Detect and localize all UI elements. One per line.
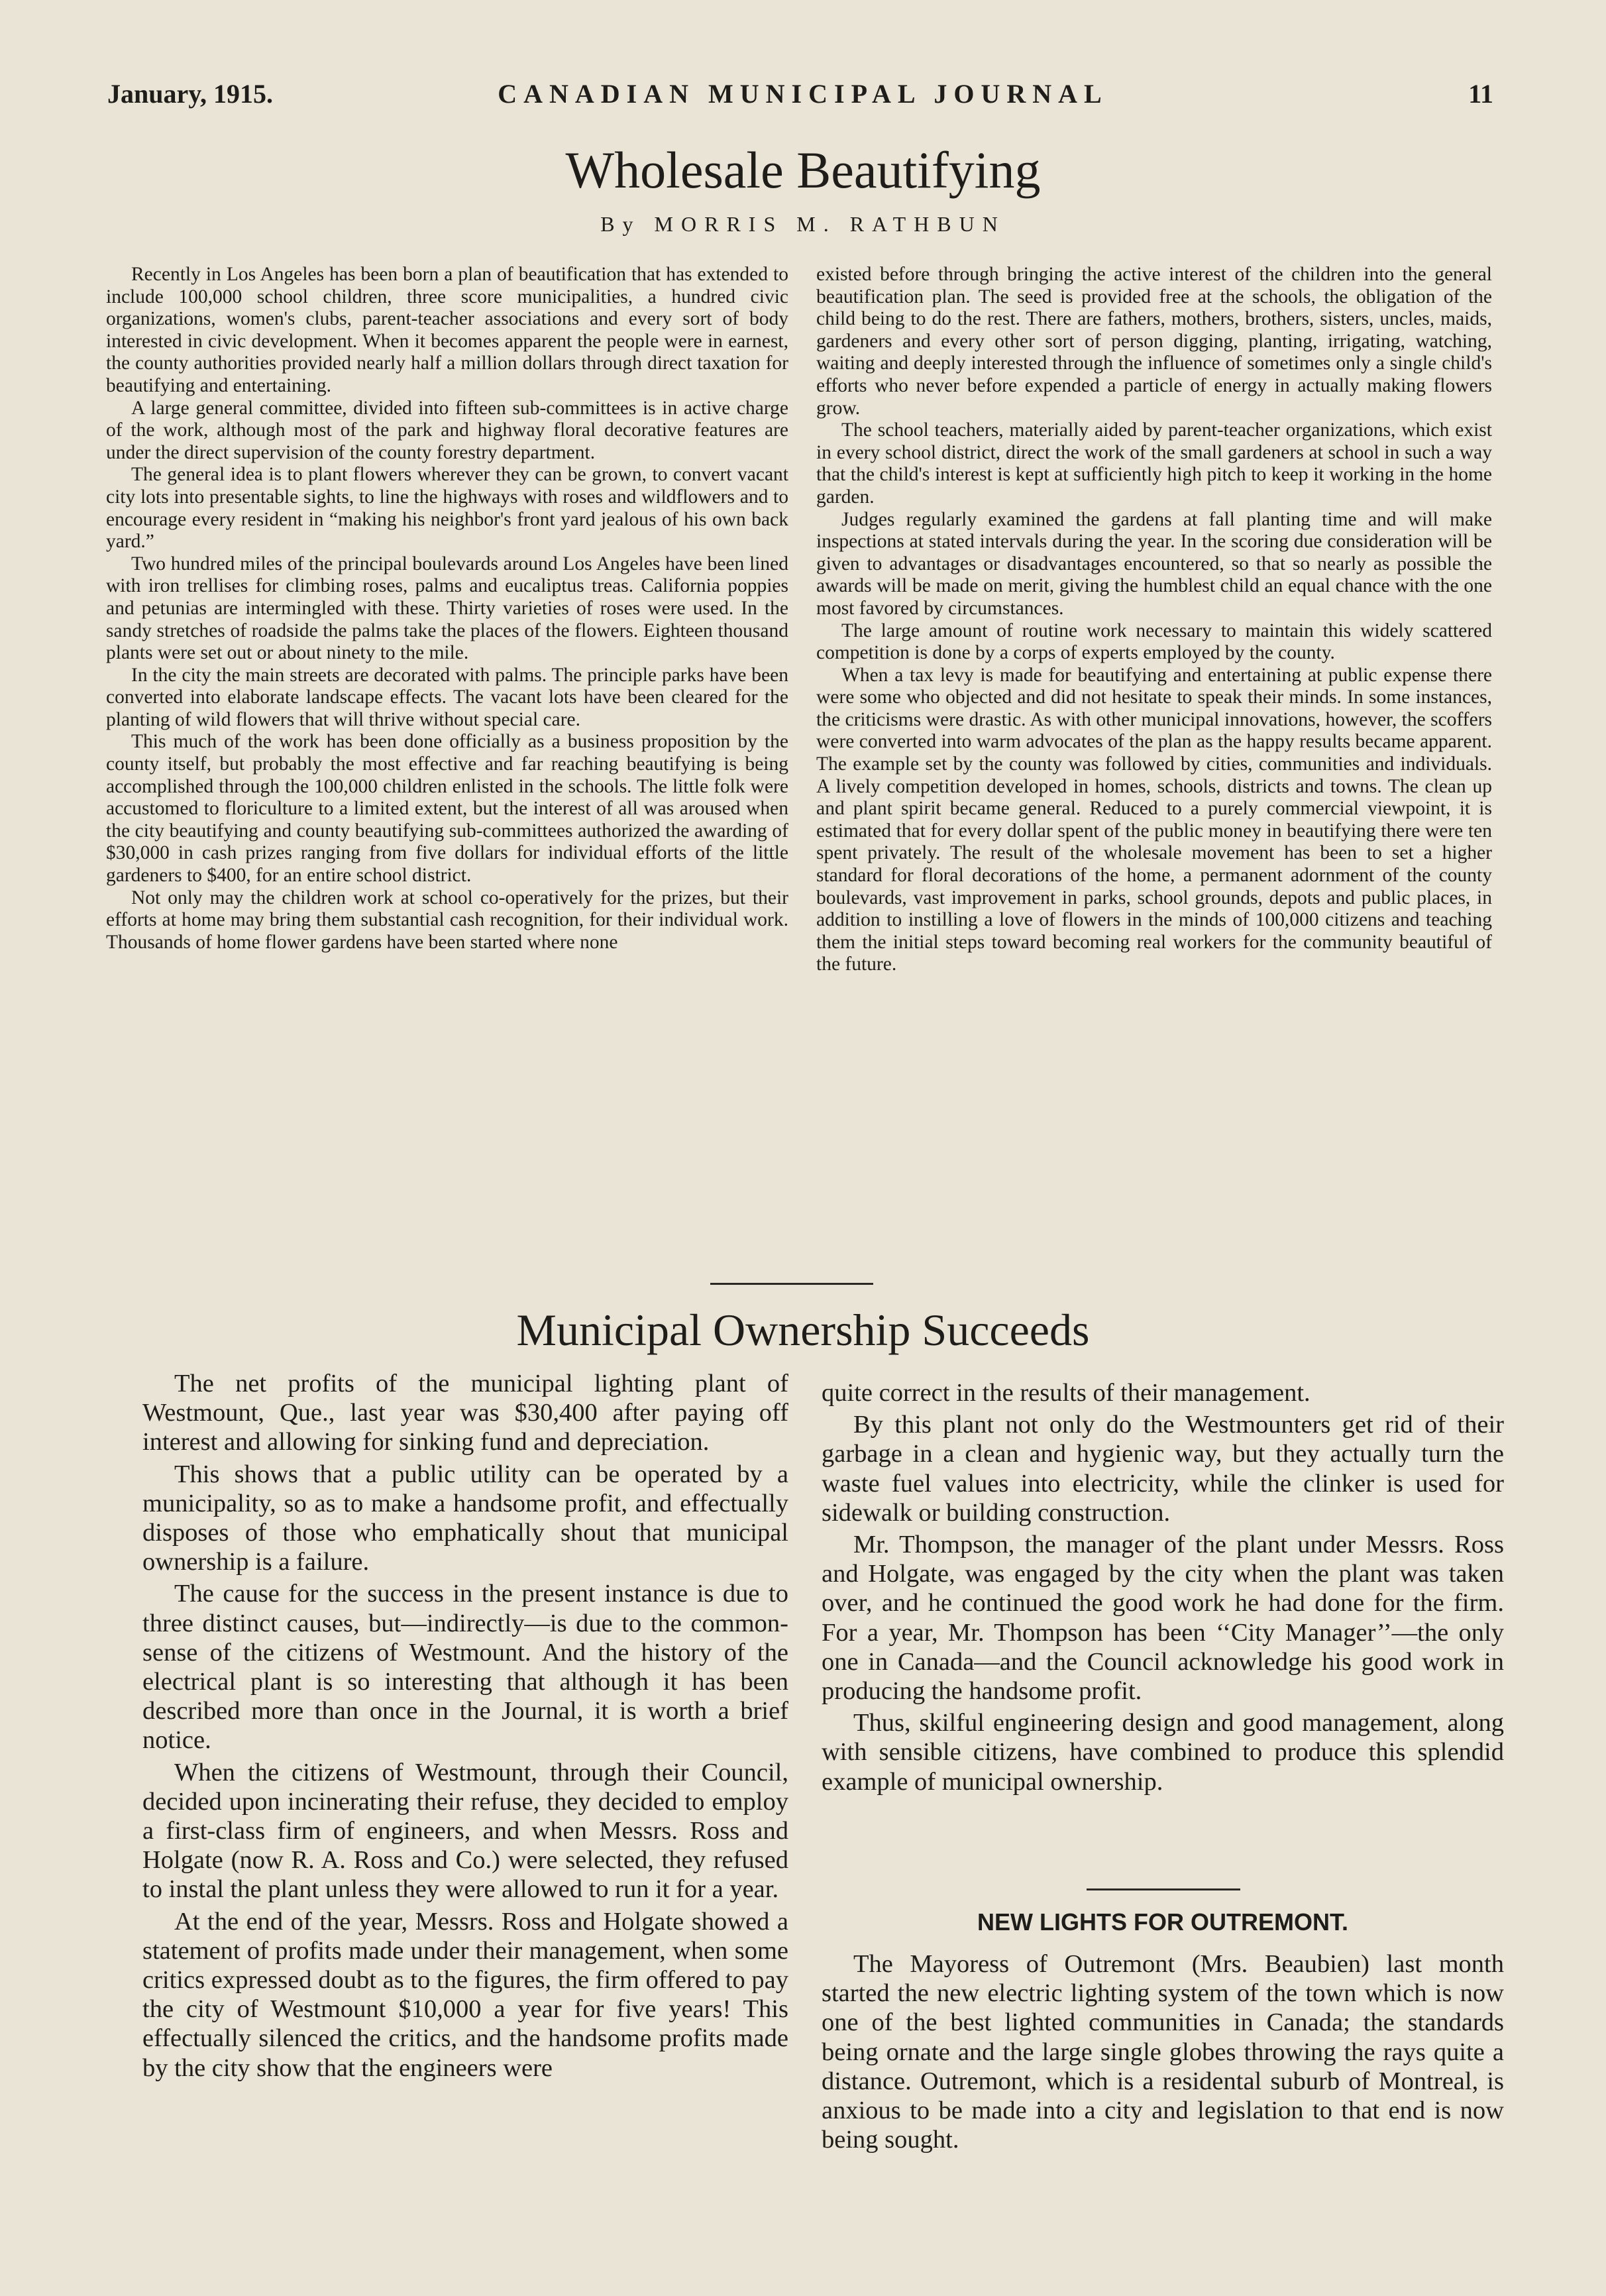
section-divider: [710, 1283, 873, 1285]
paragraph: In the city the main streets are decorated with palms. The principle parks have been converted into elaborate landscape effects. The vacant lots have been cleared for the planting of wild flowers that will thrive without special care.: [106, 664, 788, 730]
paragraph: Judges regularly examined the gardens at fall planting time and will make inspections at stated intervals during the year. In the scoring due consideration will be given to advantages or disadvantages encountered, so that so nearly as possible the awards will be made on merit, giving the humblest child an equal chance with the one most favored by circumstances.: [816, 508, 1492, 619]
paragraph: When a tax levy is made for beautifying and entertaining at public expense there were some who objected and did not hesitate to speak their minds. In some instances, the criticisms were drastic. As with other municipal innovations, however, the scoffers were converted into warm advocates of the plan as the happy results became apparent. The example set by the county was followed by cities, communities and individuals. A lively competition developed in homes, schools, districts and towns. The clean up and plant spirit became general. Reduced to a purely commercial viewpoint, it is estimated that for every dollar spent of the public money in beautifying there were ten spent privately. The result of the wholesale movement has been to set a higher standard for floral decorations of the home, a permanent adornment of the county boulevards, vast improvement in parks, school grounds, depots and public places, in addition to instilling a love of flowers in the minds of 100,000 citizens and teaching them the initial steps toward becoming real workers for the community beautiful of the future.: [816, 664, 1492, 975]
article-title-municipal-ownership: Municipal Ownership Succeeds: [516, 1305, 1090, 1355]
paragraph: Recently in Los Angeles has been born a plan of beautification that has extended to include 100,000 school children, three score municipalities, a hundred civic organizations, women's clubs, parent-teacher associations and every sort of body interested in civic development. When it becomes apparent the people were in earnest, the county authorities provided nearly half a million dollars through direct taxation for beautifying and entertaining.: [106, 264, 788, 396]
paragraph: The general idea is to plant flowers wherever they can be grown, to convert vacant city lots into presentable sights, to line the highways with roses and wildflowers and to encourage every resident in “making his neighbor's front yard jealous of his own back yard.”: [106, 464, 788, 553]
paragraph: This shows that a public utility can be operated by a municipality, so as to make a handsome profit, and effectually disposes of those who emphatically shout that municipal ownership is a failure.: [142, 1460, 788, 1576]
paragraph: The school teachers, materially aided by parent-teacher organizations, which exist in every school district, direct the work of the small gardeners at school in such a way that the child's interest is kept at sufficiently high pitch to keep it working in the home garden.: [816, 419, 1492, 508]
article3-body: [822, 1949, 1504, 2157]
article1-column-left: [106, 264, 788, 954]
article-title-new-lights: NEW LIGHTS FOR OUTREMONT.: [977, 1908, 1348, 1936]
article2-column-left: [142, 1369, 788, 2085]
paragraph: The cause for the success in the present instance is due to three distinct causes, but—indirectly—is due to the common-sense of the citizens of Westmount. And the history of the electrical plant is so interesting that although it has been described more than once in the Journal, it is worth a brief notice.: [142, 1580, 788, 1755]
paragraph: existed before through bringing the active interest of the children into the general beautification plan. The seed is provided free at the schools, the obligation of the child being to do the rest. There are fathers, mothers, brothers, sisters, uncles, maids, gardeners and every other sort of person digging, planting, irrigating, watching, waiting and deeply interested through the influence of sometimes only a single child's efforts who never before expended a particle of energy in actually making flowers grow.: [816, 264, 1492, 419]
paragraph: By this plant not only do the Westmounters get rid of their garbage in a clean and hygienic way, but they actually turn the waste fuel values into electricity, while the clinker is used for sidewalk or building construction.: [822, 1411, 1504, 1527]
page-number: 11: [1468, 79, 1493, 109]
paragraph: At the end of the year, Messrs. Ross and Holgate showed a statement of profits made under their management, when some critics expressed doubt as to the figures, the firm offered to pay the city of Westmount $10,000 a year for five years! This effectually silenced the critics, and the handsome profits made by the city show that the engineers were: [142, 1907, 788, 2082]
article-byline: By MORRIS M. RATHBUN: [600, 212, 1006, 236]
journal-title: CANADIAN MUNICIPAL JOURNAL: [498, 79, 1108, 109]
paragraph: quite correct in the results of their management.: [822, 1379, 1311, 1407]
issue-date: January, 1915.: [107, 79, 274, 109]
paragraph: This much of the work has been done officially as a business proposition by the county itself, but probably the most effective and far reaching beautifying is being accomplished through the 100,000 children enlisted in the schools. The little folk were accustomed to floriculture to a limited extent, but the interest of all was aroused when the city beautifying and county beautifying sub-committees authorized the awarding of $30,000 in cash prizes ranging from five dollars for individual efforts of the little gardeners to $400, for an entire school district.: [106, 731, 788, 887]
paragraph: Not only may the children work at school co-operatively for the prizes, but their efforts at home may bring them substantial cash recognition, for their individual work. Thousands of home flower gardens have been started where none: [106, 887, 788, 953]
paragraph: Thus, skilful engineering design and good management, along with sensible citizens, have combined to produce this splendid example of municipal ownership.: [822, 1709, 1504, 1796]
article1-column-right: [816, 264, 1492, 976]
article2-column-right: [822, 1378, 1504, 1799]
paragraph: The Mayoress of Outremont (Mrs. Beaubien) last month started the new electric lighting system of the town which is now one of the best lighted communities in Canada; the standards being ornate and the large single globes throwing the rays quite a distance. Outremont, which is a residental suburb of Montreal, is anxious to be made into a city and legislation to that end is now being sought.: [822, 1950, 1504, 2154]
paragraph: Two hundred miles of the principal boulevards around Los Angeles have been lined with iron trellises for climbing roses, palms and eucaliptus treas. California poppies and petunias are intermingled with these. Thirty varieties of roses were used. In the sandy stretches of roadside the palms take the places of the flowers. Eighteen thousand plants were set out or about ninety to the mile.: [106, 553, 788, 664]
paragraph: The large amount of routine work necessary to maintain this widely scattered competition is done by a corps of experts employed by the county.: [816, 620, 1492, 664]
paragraph: Mr. Thompson, the manager of the plant under Messrs. Ross and Holgate, was engaged by the city when the plant was taken over, and he continued the good work he had done for the firm. For a year, Mr. Thompson has been ‘‘City Manager’’—the only one in Canada—and the Council acknowledge his good work in producing the handsome profit.: [822, 1531, 1504, 1706]
paragraph: The net profits of the municipal lighting plant of Westmount, Que., last year was $30,400 after paying off interest and allowing for sinking fund and depreciation.: [142, 1370, 788, 1456]
article-title-wholesale-beautifying: Wholesale Beautifying: [565, 141, 1041, 199]
paragraph: A large general committee, divided into fifteen sub-committees is in active charge of the work, although most of the park and highway floral decorative features are under the direct supervision of the county forestry department.: [106, 397, 788, 463]
section-divider: [1087, 1888, 1240, 1890]
paragraph: When the citizens of Westmount, through their Council, decided upon incinerating their refuse, they decided to employ a first-class firm of engineers, and when Messrs. Ross and Holgate (now R. A. Ross and Co.) were selected, they refused to instal the plant unless they were allowed to run it for a year.: [142, 1758, 788, 1904]
